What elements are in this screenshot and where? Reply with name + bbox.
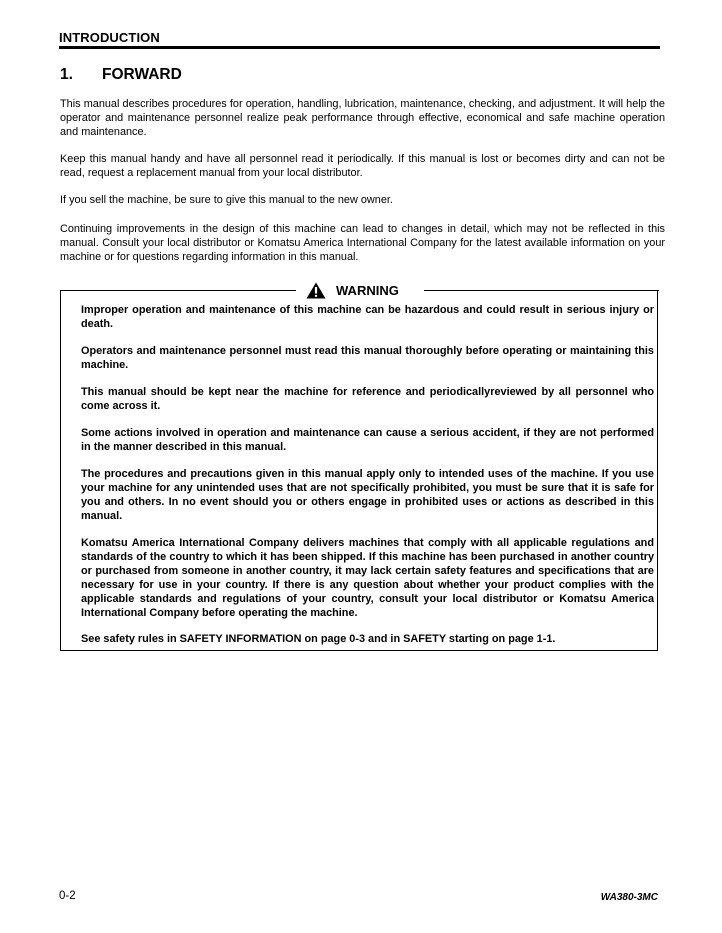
page-number: 0-2 (59, 890, 76, 902)
model-code: WA380-3MC (600, 892, 658, 903)
intro-paragraph-1: This manual describes procedures for operation, handling, lubrication, maintenance, checking, and adjustment. It will help the operator and maintenance personnel realize peak performance through effective, economical and safe machine operation and maintenance. (60, 98, 665, 138)
section-title-text: FORWARD (102, 66, 182, 83)
warning-paragraph-4: Some actions involved in operation and maintenance can cause a serious accident, if they are not performed in the manner described in this manual. (81, 427, 654, 453)
warning-paragraph-3: This manual should be kept near the machine for reference and periodicallyreviewed by all personnel who come across it. (81, 386, 654, 412)
warning-heading (306, 282, 418, 299)
section-title (60, 66, 182, 84)
warning-paragraph-6: Komatsu America International Company delivers machines that comply with all applicable regulations and standards of the country to which it has been shipped. If this machine has been purchased in another country or purchased from someone in another country, it may lack certain safety features and specifications that are necessary for use in your country. If there is any question about whether your product complies with the applicable standards and regulations of your country, consult your local distributor or Komatsu America International Company before operating the machine. (81, 537, 654, 619)
warning-paragraph-5: The procedures and precautions given in this manual apply only to intended uses of the machine. If you use your machine for any unintended uses that are not specifically prohibited, you must be sure that it is safe for you and others. In no event should you or others engage in prohibited uses or actions as described in this manual. (81, 468, 654, 522)
section-number: 1. (60, 66, 73, 83)
warning-paragraph-2: Operators and maintenance personnel must read this manual thoroughly before operating or maintaining this machine. (81, 345, 654, 371)
intro-paragraph-2: Keep this manual handy and have all personnel read it periodically. If this manual is lost or becomes dirty and can not be read, request a replacement manual from your local distributor. (60, 153, 665, 179)
header-title: INTRODUCTION (59, 30, 160, 45)
intro-paragraph-3: If you sell the machine, be sure to give this manual to the new owner. (60, 194, 393, 206)
warning-paragraph-7: See safety rules in SAFETY INFORMATION on page 0-3 and in SAFETY starting on page 1-1. (81, 633, 556, 645)
warning-triangle-icon (306, 282, 326, 299)
warning-label: WARNING (336, 283, 399, 298)
intro-paragraph-4: Continuing improvements in the design of this machine can lead to changes in detail, which may not be reflected in this manual. Consult your local distributor or Komatsu America International Company for the latest available information on your machine or for questions regarding information in this manual. (60, 223, 665, 263)
page-header (59, 30, 660, 49)
warning-paragraph-1: Improper operation and maintenance of this machine can be hazardous and could result in serious injury or death. (81, 304, 654, 330)
